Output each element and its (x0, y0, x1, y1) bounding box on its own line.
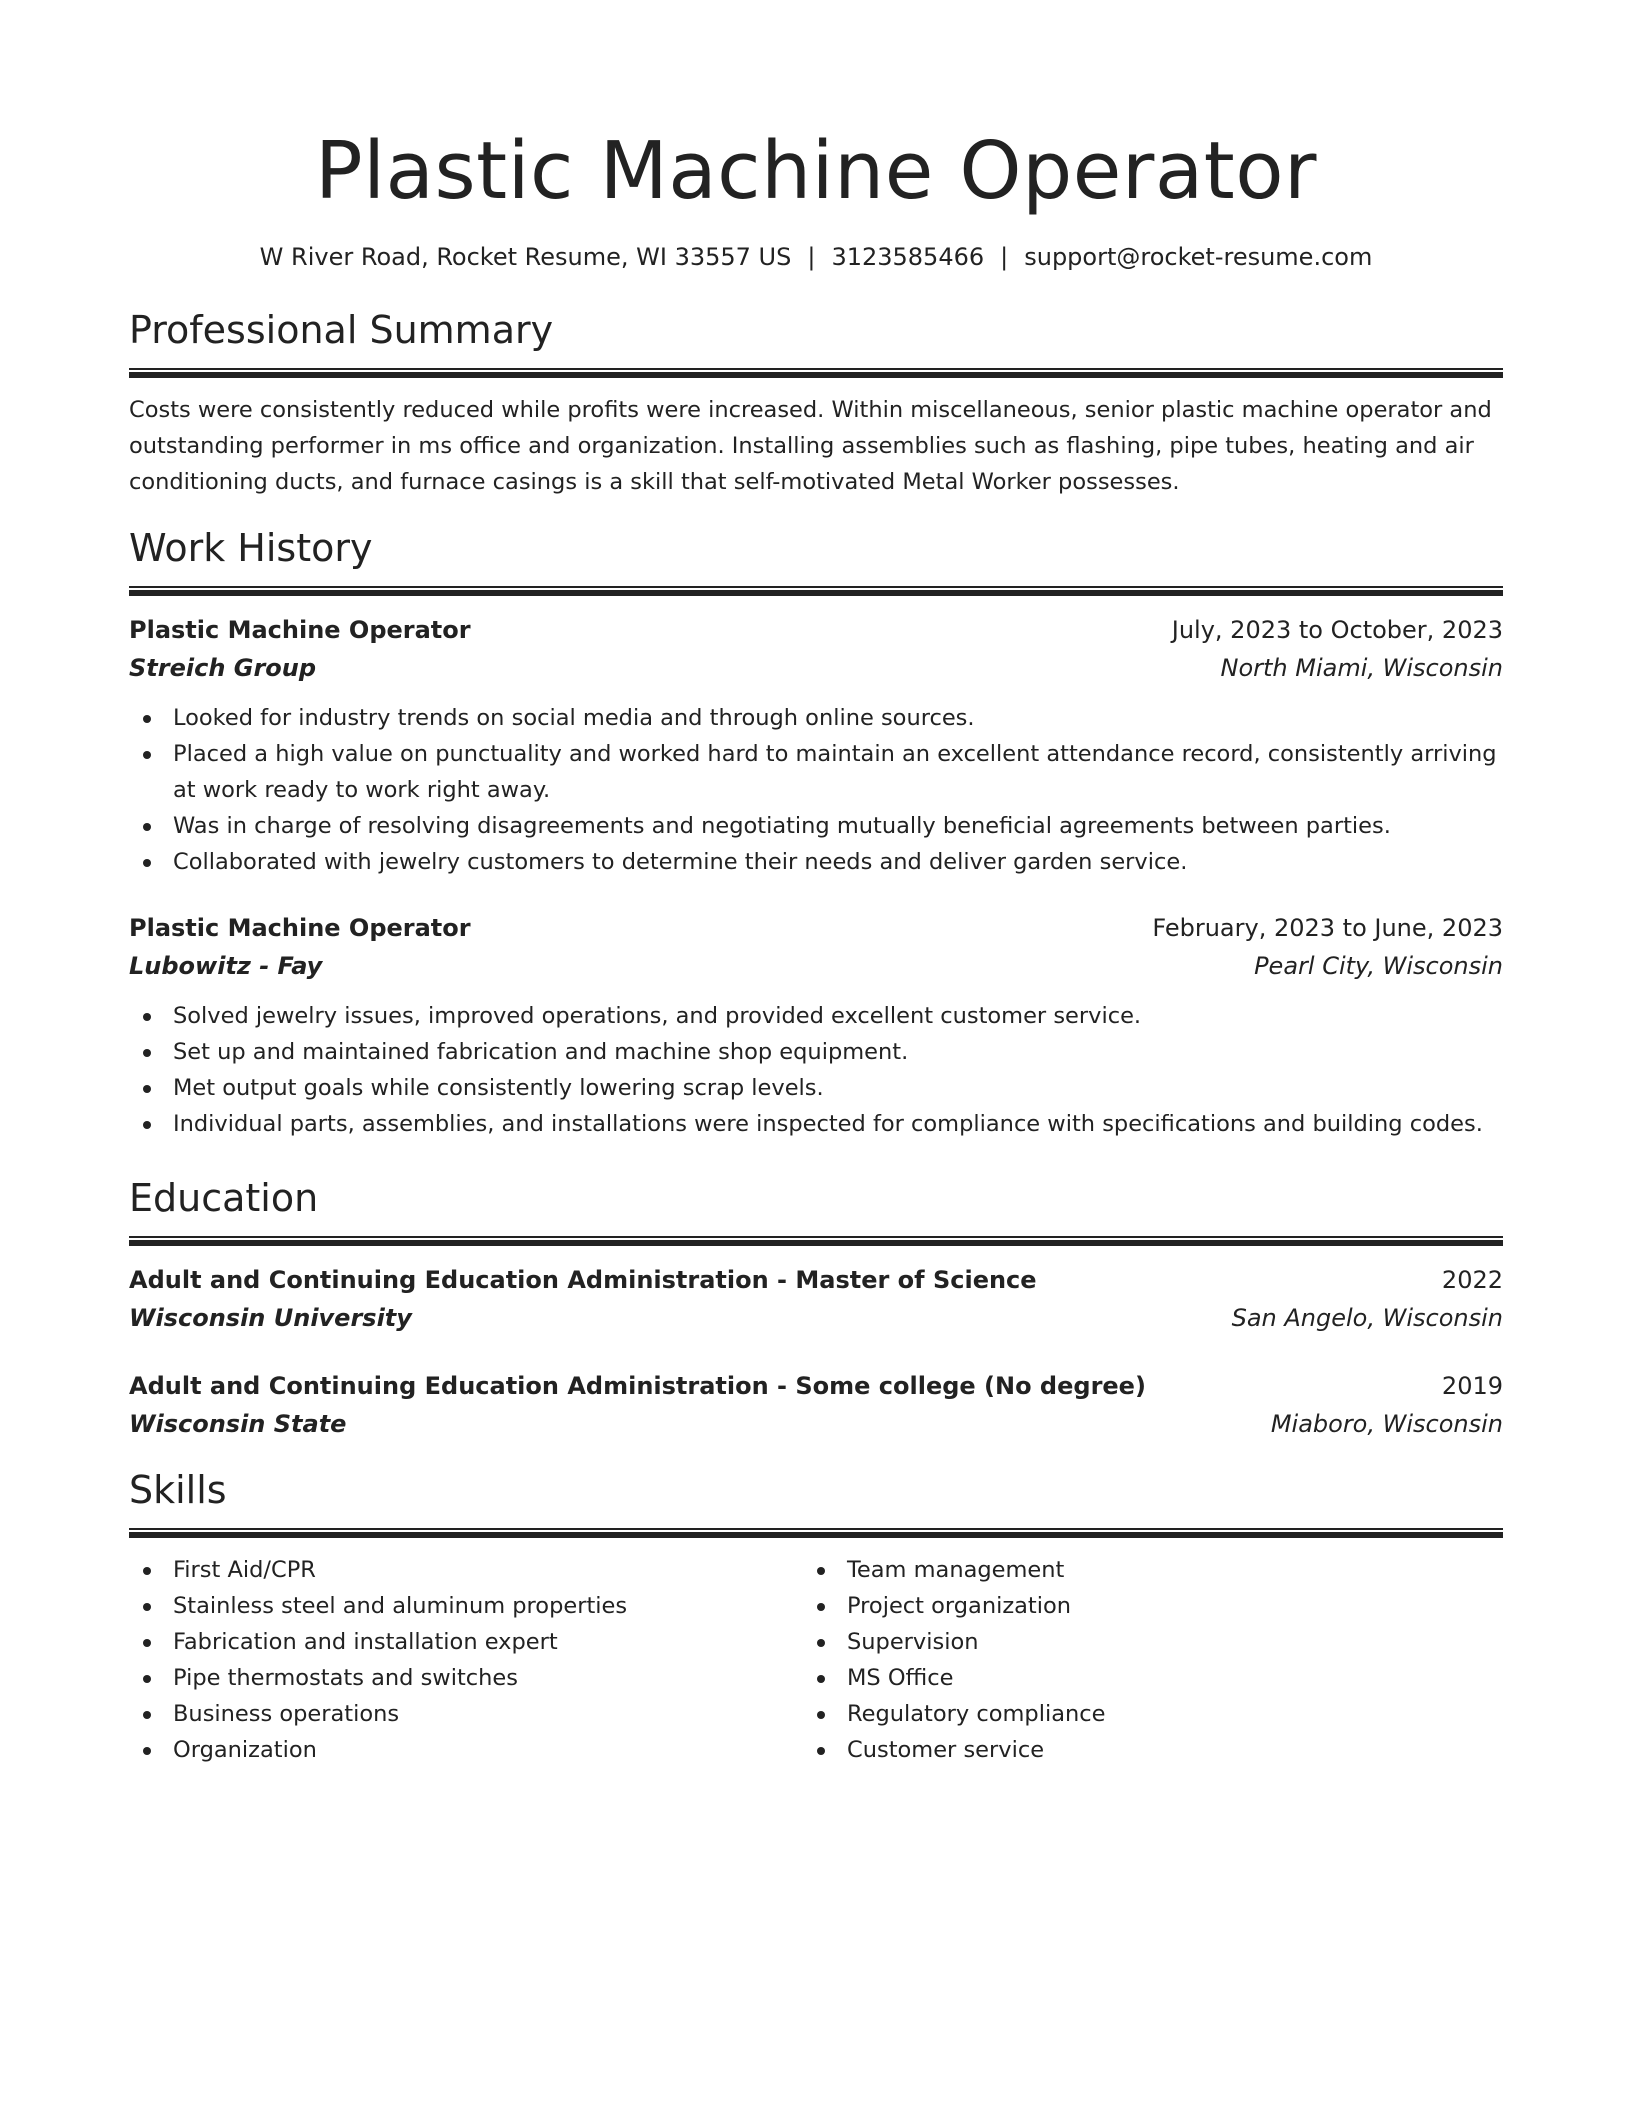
job-header-row (129, 612, 1503, 648)
list-item: Met output goals while consistently lowering scrap levels. (129, 1070, 1503, 1106)
skill-item: First Aid/CPR (129, 1552, 803, 1588)
job-company-row (129, 946, 1503, 986)
job-company-row (129, 648, 1503, 688)
skills-list-right (803, 1552, 1477, 1768)
job-dates: July, 2023 to October, 2023 (1171, 616, 1503, 644)
list-item: Individual parts, assemblies, and installations were inspected for compliance with specifications and building codes. (129, 1106, 1503, 1142)
job-title: Plastic Machine Operator (129, 914, 471, 942)
skill-item: Organization (129, 1732, 803, 1768)
skills-columns (129, 1552, 1503, 1768)
section-divider (129, 1236, 1503, 1246)
skills-section (129, 1466, 1503, 1768)
list-item: Placed a high value on punctuality and worked hard to maintain an excellent attendance record, consistently arriving at work ready to work right away. (129, 736, 1503, 808)
section-title-summary: Professional Summary (129, 308, 554, 352)
contact-address: W River Road, Rocket Resume, WI 33557 US (259, 243, 792, 271)
education-year: 2022 (1441, 1266, 1503, 1294)
education-school: Wisconsin University (129, 1304, 412, 1332)
skill-item: Regulatory compliance (803, 1696, 1477, 1732)
section-title-education: Education (129, 1176, 319, 1220)
job-header-row (129, 910, 1503, 946)
list-item: Solved jewelry issues, improved operations, and provided excellent customer service. (129, 998, 1503, 1034)
contact-email: support@rocket-resume.com (1024, 243, 1373, 271)
education-entry (129, 1368, 1503, 1444)
education-year: 2019 (1441, 1372, 1503, 1400)
contact-phone: 3123585466 (831, 243, 985, 271)
section-title-skills: Skills (129, 1468, 227, 1512)
list-item: Was in charge of resolving disagreements and negotiating mutually beneficial agreements between parties. (129, 808, 1503, 844)
contact-separator: | (807, 243, 816, 271)
education-section (129, 1174, 1503, 1444)
skills-list-left (129, 1552, 803, 1768)
education-degree: Adult and Continuing Education Administration - Some college (No degree) (129, 1372, 1146, 1400)
skill-item: Stainless steel and aluminum properties (129, 1588, 803, 1624)
job-company: Streich Group (129, 654, 317, 682)
list-item: Looked for industry trends on social media and through online sources. (129, 700, 1503, 736)
section-divider (129, 368, 1503, 378)
contact-separator: | (1000, 243, 1009, 271)
education-entry (129, 1262, 1503, 1338)
education-school-row (129, 1404, 1503, 1444)
job-entry (129, 910, 1503, 1142)
list-item: Set up and maintained fabrication and machine shop equipment. (129, 1034, 1503, 1070)
skill-item: Customer service (803, 1732, 1477, 1768)
skill-item: Supervision (803, 1624, 1477, 1660)
job-location: North Miami, Wisconsin (1220, 654, 1503, 682)
list-item: Collaborated with jewelry customers to determine their needs and deliver garden service. (129, 844, 1503, 880)
section-title-work-history: Work History (129, 526, 373, 570)
job-location: Pearl City, Wisconsin (1254, 952, 1503, 980)
resume-name: Plastic Machine Operator (314, 125, 1318, 217)
section-divider (129, 1528, 1503, 1538)
section-divider (129, 586, 1503, 596)
skill-item: Business operations (129, 1696, 803, 1732)
skill-item: Team management (803, 1552, 1477, 1588)
skill-item: Project organization (803, 1588, 1477, 1624)
education-degree: Adult and Continuing Education Administration - Master of Science (129, 1266, 1037, 1294)
skill-item: MS Office (803, 1660, 1477, 1696)
summary-text: Costs were consistently reduced while profits were increased. Within miscellaneous, senior plastic machine operator and outstanding performer in ms office and organization. Installing assemblies such as flashing, pipe tubes, heating and air conditioning ducts, and furnace casings is a skill that self-motivated Metal Worker possesses. (129, 397, 1492, 495)
job-bullets (129, 998, 1503, 1142)
education-school: Wisconsin State (129, 1410, 347, 1438)
contact-line (129, 240, 1503, 274)
job-bullets (129, 700, 1503, 880)
education-location: Miaboro, Wisconsin (1270, 1410, 1503, 1438)
education-location: San Angelo, Wisconsin (1231, 1304, 1503, 1332)
summary-section (129, 306, 1503, 500)
skill-item: Fabrication and installation expert (129, 1624, 803, 1660)
skill-item: Pipe thermostats and switches (129, 1660, 803, 1696)
education-header-row (129, 1262, 1503, 1298)
job-title: Plastic Machine Operator (129, 616, 471, 644)
education-school-row (129, 1298, 1503, 1338)
education-header-row (129, 1368, 1503, 1404)
job-company: Lubowitz - Fay (129, 952, 323, 980)
job-dates: February, 2023 to June, 2023 (1152, 914, 1503, 942)
job-entry (129, 612, 1503, 880)
work-history-section (129, 524, 1503, 1142)
